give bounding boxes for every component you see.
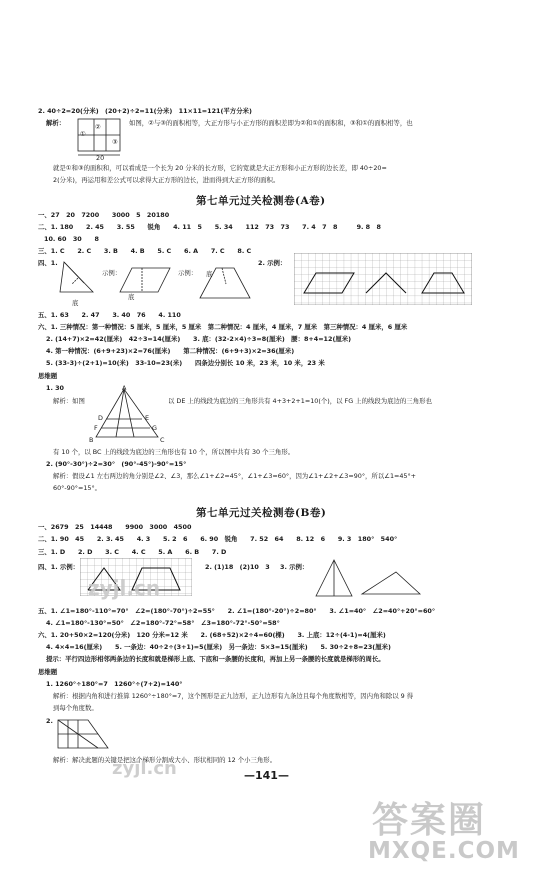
- test-b-s5-2: 4. ∠1=180°-130°=50° ∠2=180°-72°=58° ∠3=180°-72°-50°=58°: [46, 619, 280, 627]
- test-a-title: 第七单元过关检测卷(A卷): [196, 195, 326, 207]
- grid-figure-a: [294, 253, 472, 305]
- test-b-sw1: 1. 1260°÷180°=7 1260°÷(7+2)=140°: [46, 680, 183, 688]
- test-a-s5: 五、1. 63 2. 47 3. 40 76 4. 110: [38, 311, 181, 319]
- trapezoid-split-figure: [56, 716, 110, 752]
- top-q2: 2. 40÷2=20(分米) (20+2)÷2=11(分米) 11×11=121(平方分米): [38, 107, 252, 115]
- test-b-s6-2: 4. 4×4=16(厘米) 5. 一条边：40÷2÷(3+1)=5(厘米) 另一条边：5×3=15(厘米) 5. 30÷2+8=23(厘米): [46, 643, 391, 651]
- test-a-sw2: 2. (90°-30°)÷2=30° (90°-45°)-90°=15°: [46, 460, 187, 468]
- test-b-sw2: 2.: [46, 717, 53, 725]
- test-a-s2: 二、1. 180 2. 45 3. 55 锐角 4. 11 5 5. 34 112 73 73 7. 4 7 8 9. 8 8: [38, 223, 381, 231]
- test-b-siwei: 思维题: [38, 668, 58, 676]
- trapezoid-figure: [196, 262, 252, 302]
- tri-label-g: G: [152, 424, 157, 432]
- watermark-logo-chinese: 答案圈: [372, 800, 487, 841]
- diagram-label-3: ③: [112, 138, 118, 146]
- test-b-tishi: 提示：平行四边形相邻两条边的长度和就是梯形上底、下底和一条腰的长度和，再加上另一条腰的长度就是梯形的周长。: [46, 655, 385, 663]
- triangle-figure-b2: [360, 568, 422, 598]
- diagram-label-2: ②: [95, 123, 101, 131]
- test-b-sw1-jx-1: 解析：根据内角和进行推算 1260°÷180°=7，这个图形是正九边形，正九边形有九条边且每个角度数相等，因内角和除以 9 得: [53, 692, 414, 700]
- tri-label-d: D: [98, 414, 103, 422]
- fig-di-2: 底: [128, 293, 135, 301]
- test-a-sw-jiexi: 解析：如图: [53, 397, 85, 405]
- test-b-sw1-jx-2: 到每个角度数。: [53, 704, 98, 712]
- test-b-s5-1: 五、1. ∠1=180°-110°=70° ∠2=(180°-70°)÷2=55° 2. ∠1=(180°-20°)÷2=80° 3. ∠1=40° ∠2=40°+20°=60°: [38, 607, 436, 615]
- fig-di-3: 底: [206, 270, 213, 278]
- top-jiexi-2: 就是①和③的面积和，可以看成是一个长为 20 分米的长方形，它的宽就是大正方形和小正方形的边长差，即 40÷20=: [53, 164, 387, 172]
- watermark-middle-1: zyjl.cn: [88, 576, 161, 600]
- diagram-label-20: 20: [96, 154, 105, 162]
- fig-shili-1: 示例：: [102, 269, 122, 277]
- test-b-sw2-jx: 解析：解决此题的关键是把这个梯形分割成大小、形状相同的 12 个小三角形。: [53, 756, 277, 764]
- triangle-height-figure: [58, 260, 98, 302]
- watermark-logo-url: MXQE.COM: [368, 838, 520, 864]
- top-jiexi-label: 解析：: [46, 119, 66, 127]
- test-b-s2: 二、1. 90 45 2. 3. 45 4. 3 5. 2 6 6. 90 锐角 7. 52 64 8. 12 6 9. 3 180° 540°: [38, 535, 398, 543]
- tri-label-e: E: [145, 414, 150, 422]
- parallelogram-figure: [118, 264, 172, 298]
- test-a-s4-2: 2. 示例：: [258, 259, 287, 267]
- test-b-title: 第七单元过关检测卷(B卷): [196, 507, 327, 519]
- diagram-label-1: ①: [80, 130, 86, 138]
- fig-shili-2: 示例：: [178, 269, 198, 277]
- test-a-s4: 四、1.: [38, 259, 58, 267]
- test-b-s4-3: 3. 示例：: [280, 563, 309, 571]
- triangle-figure-b1: [312, 556, 356, 600]
- test-a-sw-jx-2: 有 10 个，以 BC 上的线段为底边的三角形也有 10 个，所以图中共有 30 个三角形。: [53, 448, 295, 456]
- test-b-s1: 一、2679 25 14448 9900 3000 4500: [38, 523, 192, 531]
- top-jiexi-3: 2(分米)，再运用和差公式可以求得大正方形的边长，进而得到大正方形的面积。: [53, 176, 280, 184]
- test-a-s6-5: 5. (33-3)÷(2+1)=10(米) 33-10=23(米) 四条边分别长 10 米，23 米，10 米，23 米: [46, 359, 325, 367]
- test-a-sw-jx-1: 以 DE 上的线段为底边的三角形共有 4+3+2+1=10(个)，以 FG 上的线段为底边的三角形也: [168, 397, 432, 405]
- test-a-sw2-jx-2: 60°-90°=15°。: [53, 484, 102, 492]
- fig-di-1: 底: [72, 299, 79, 307]
- test-a-sw1: 1. 30: [46, 384, 64, 392]
- test-b-s4-2: 2. (1)18 (2)10 3: [205, 563, 270, 571]
- test-b-s6-1: 六、1. 20+50×2=120(分米) 120 分米=12 米 2. (68+52)×2÷4=60(棵) 3. 上底：12÷(4-1)=4(厘米): [38, 631, 386, 639]
- tri-label-b: B: [89, 436, 94, 444]
- test-a-sw2-jx-1: 解析：假设∠1 左右两边的角分别是∠2、∠3，那么∠1+∠2=45°，∠1+∠3=60°，因为∠1+∠2+∠3=90°，所以∠1=45°+: [53, 472, 417, 480]
- tri-label-a: A: [122, 384, 127, 392]
- test-a-s6-4: 4. 第一种情况：(6+9+23)×2=76(厘米) 第二种情况：(6+9+3)×2=36(厘米): [46, 347, 295, 355]
- test-a-s6-2: 2. (14+7)×2=42(厘米) 42÷3=14(厘米) 3. 底：(32-2×4)÷3=8(厘米) 腰：8+4=12(厘米): [46, 335, 352, 343]
- test-a-siwei: 思维题: [38, 372, 58, 380]
- test-a-s2b: 10. 60 30 8: [44, 235, 99, 243]
- top-jiexi-1: 如图，②与③的面积相等，大正方形与小正方形的面积差即为②和①的面积和，③和①的面积相等，也: [129, 119, 413, 127]
- watermark-middle-2: zyjl.cn: [112, 758, 177, 779]
- page-number: —141—: [244, 769, 289, 782]
- test-a-s3: 三、1. C 2. C 3. B 4. B 5. C 6. A 7. C 8. C: [38, 247, 252, 255]
- tri-label-c: C: [160, 436, 165, 444]
- test-b-s4: 四、1. 示例：: [38, 563, 80, 571]
- test-a-s1: 一、27 20 7200 3000 5 20180: [38, 211, 170, 219]
- test-a-s6-1: 六、1. 三种情况：第一种情况：5 厘米，5 厘米，5 厘米 第二种情况：4 厘米，4 厘米，7 厘米 第三种情况：4 厘米，6 厘米: [38, 323, 408, 331]
- tri-label-f: F: [94, 424, 98, 432]
- test-b-s3: 三、1. D 2. D 3. C 4. C 5. A 6. B 7. D: [38, 548, 227, 556]
